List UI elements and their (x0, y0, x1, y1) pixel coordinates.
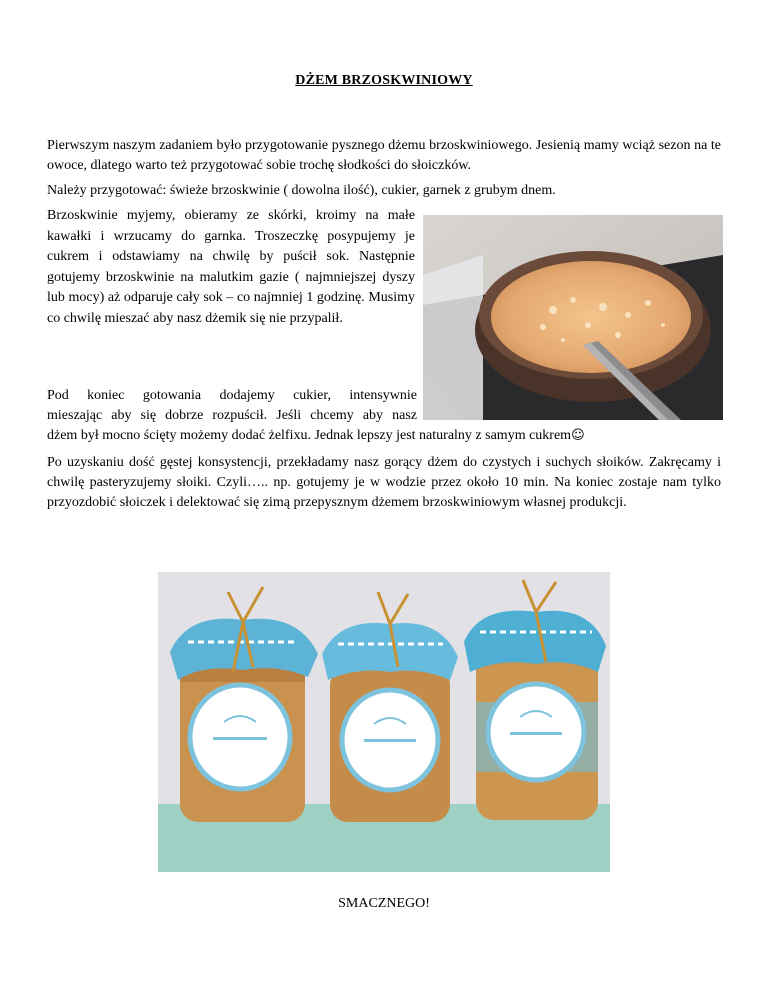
jam-jars-photo (158, 572, 610, 872)
smiley-icon: ☺ (571, 428, 585, 443)
cooking-paragraph: Brzoskwinie myjemy, obieramy ze skórki, kroimy na małe kawałki i wrzucamy do garnka. Troszeczkę posypujemy je cukrem i odstawiamy na chwilę by puścił sok. Następnie gotujemy brzoskwinie na malutkim gazie ( najmniejszej dyszy lub mocy) aż odparuje cały sok – co najmniej 1 godzinę. Musimy co chwilę mieszać aby nasz dżemik się nie przypalił. (47, 208, 415, 326)
ingredients-paragraph: Należy przygotować: świeże brzoskwinie ( dowolna ilość), cukier, garnek z grubym dnem. (47, 183, 556, 198)
page-title: DŻEM BRZOSKWINIOWY (295, 73, 473, 88)
sugar-line-3 (47, 426, 721, 446)
jarring-paragraph: Po uzyskaniu dość gęstej konsystencji, przekładamy nasz gorący dżem do czystych i suchych słoików. Zakręcamy i chwilę pasteryzujemy słoiki. Czyli….. np. gotujemy je w wodzie przez około 10 min. Na koniec zostaje nam tylko przyozdobić słoiczek i delektować się zimą przepysznym dżemem brzoskwiniowym własnej produkcji. (47, 455, 721, 510)
sugar-line-3-text: dżem był mocno ścięty możemy dodać żelfixu. Jednak lepszy jest naturalny z samym cukrem (47, 428, 572, 443)
sugar-paragraph (47, 386, 721, 446)
sugar-line-1: Pod koniec gotowania dodajemy cukier, intensywnie (47, 388, 417, 403)
sugar-line-2: mieszając aby się dobrze rozpuścił. Jeśli chcemy aby nasz (47, 408, 417, 423)
intro-paragraph: Pierwszym naszym zadaniem było przygotowanie pysznego dżemu brzoskwiniowego. Jesienią mamy wciąż sezon na te owoce, dlatego warto też przygotować sobie trochę słodkości do słoiczków. (47, 138, 721, 173)
footer-text: SMACZNEGO! (338, 896, 430, 911)
